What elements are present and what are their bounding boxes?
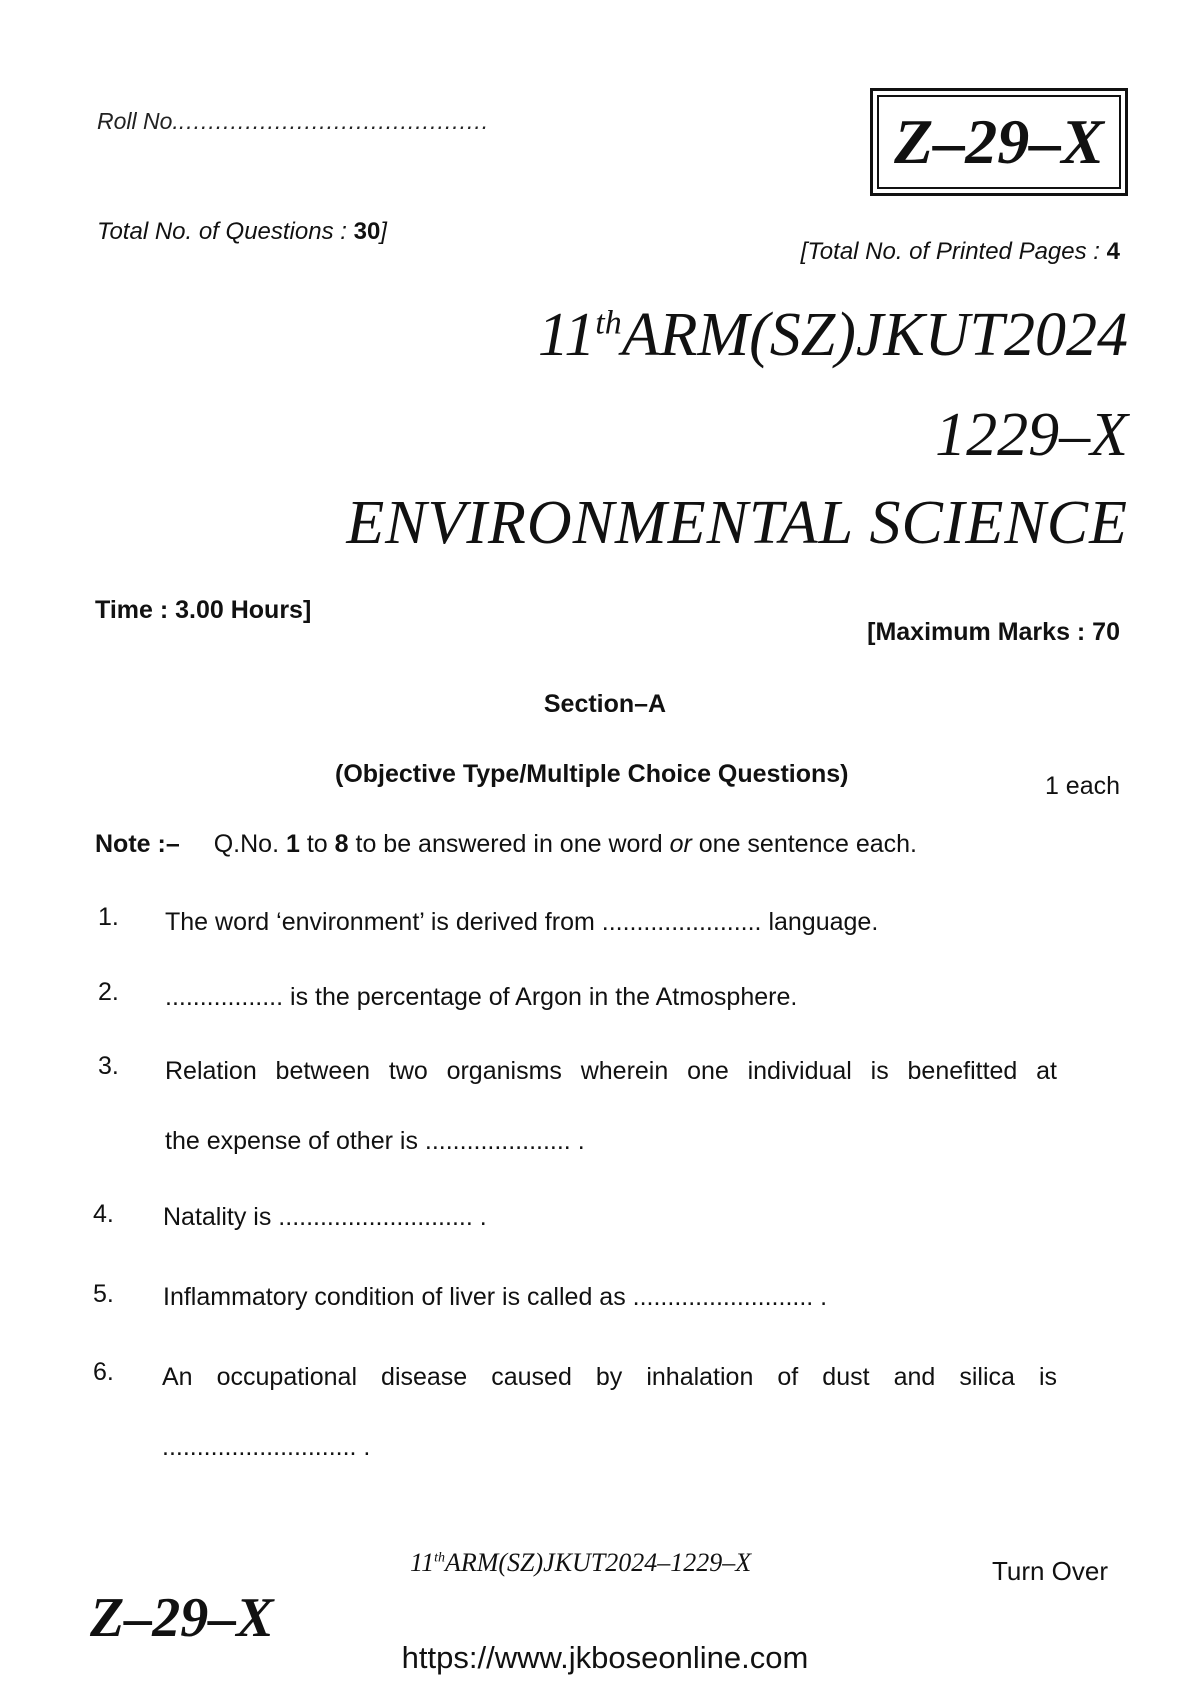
total-questions [97, 218, 387, 246]
question-text-line2: ............................ . [162, 1433, 371, 1461]
exam-code-sup: th [595, 304, 622, 342]
question-text: Natality is ............................ . [163, 1203, 487, 1231]
paper-number: 1229–X [935, 401, 1128, 469]
question-text: Inflammatory condition of liver is called as .......................... . [163, 1283, 828, 1311]
total-pages-bracket: [ [800, 238, 808, 265]
question-number: 4. [93, 1200, 114, 1228]
question-text: ................. is the percentage of Argon in the Atmosphere. [165, 983, 798, 1011]
total-questions-label: Total No. of Questions : [97, 218, 354, 245]
note [95, 830, 917, 859]
turn-over: Turn Over [991, 1556, 1108, 1586]
total-questions-value: 30 [353, 218, 381, 245]
note-from: 1 [285, 830, 300, 858]
question-text-line1: Relation between two organisms wherein one individual is benefitted at [165, 1057, 1057, 1085]
exam-code-prefix: 11 [537, 301, 596, 369]
total-pages-label: Total No. of Printed Pages : [807, 238, 1107, 265]
note-to-word: to [299, 830, 335, 858]
total-questions-bracket: ] [380, 218, 387, 245]
question-text: The word ‘environment’ is derived from ....................... language. [165, 908, 879, 936]
source-url[interactable]: https://www.jkboseonline.com [401, 1640, 809, 1675]
footer-code-suffix: ARM(SZ)JKUT2024–1229–X [444, 1548, 752, 1577]
roll-number-line [97, 108, 489, 135]
footer-code-sup: th [434, 1550, 445, 1566]
time-allowed: Time : 3.00 Hours] [95, 596, 312, 624]
question-number: 3. [98, 1052, 119, 1080]
marks-each: 1 each [1044, 772, 1120, 800]
note-label: Note :– [95, 830, 180, 858]
footer-code-prefix: 11 [410, 1548, 435, 1577]
note-end: one sentence each. [691, 830, 917, 858]
question-number: 5. [93, 1280, 114, 1308]
subject-title: ENVIRONMENTAL SCIENCE [346, 489, 1128, 557]
note-mid: to be answered in one word [348, 830, 670, 858]
roll-dots: .......................................... [178, 108, 490, 134]
question-number: 1. [98, 903, 119, 931]
footer-paper-code [410, 1548, 751, 1578]
total-printed-pages [801, 238, 1120, 266]
bottom-paper-code: Z–29–X [90, 1587, 274, 1649]
paper-code-box [870, 88, 1128, 196]
question-text-line2: the expense of other is ..................... . [165, 1127, 585, 1155]
note-to: 8 [334, 830, 349, 858]
section-subtitle: (Objective Type/Multiple Choice Questions) [335, 760, 849, 788]
question-number: 6. [93, 1358, 114, 1386]
question-text-line1: An occupational disease caused by inhalation of dust and silica is [162, 1363, 1057, 1391]
exam-code-suffix: ARM(SZ)JKUT2024 [621, 301, 1128, 369]
note-or: or [669, 830, 692, 858]
exam-code [538, 300, 1128, 371]
section-title: Section–A [543, 690, 667, 718]
total-pages-value: 4 [1106, 238, 1120, 265]
paper-code: Z–29–X [877, 95, 1121, 189]
maximum-marks: [Maximum Marks : 70 [867, 618, 1120, 646]
question-number: 2. [98, 978, 119, 1006]
note-pre: Q.No. [213, 830, 286, 858]
roll-label: Roll No. [97, 108, 179, 134]
